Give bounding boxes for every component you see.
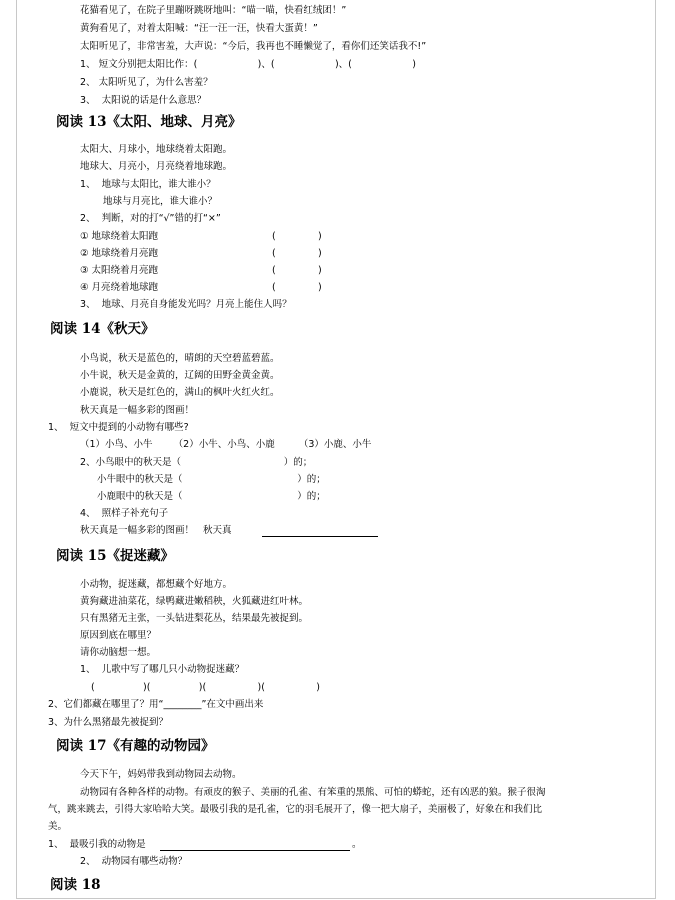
passage-line: 只有黑猪无主张，一头钻进梨花丛，结果最先被捉到。 <box>80 613 309 624</box>
judge-item: ③ 太阳绕着月亮跑 <box>80 265 159 276</box>
section-heading: 阅读 18 <box>50 877 101 893</box>
question: 1、 地球与太阳比，谁大谁小？ <box>80 179 216 190</box>
question: 3、 地球、月亮自身能发光吗？月亮上能住人吗？ <box>80 299 292 310</box>
section-heading: 阅读 17《有趣的动物园》 <box>56 738 215 754</box>
passage-line: 小鹿说，秋天是红色的，满山的枫叶火红火红。 <box>80 387 280 398</box>
question: 2、小鸟眼中的秋天是（ ）的； <box>80 457 313 468</box>
answer-parens: ( )( )( )( ) <box>91 682 320 693</box>
passage-line: 太阳大、月球小，地球绕着太阳跑。 <box>80 144 233 155</box>
passage-line: 地球大、月亮小，月亮绕着地球跑。 <box>80 161 233 172</box>
question: 3、为什么黑猪最先被捉到？ <box>48 717 169 728</box>
passage-line: 黄狗藏进油菜花，绿鸭藏进嫩稻秧，火狐藏进红叶林。 <box>80 596 309 607</box>
question-end: 。 <box>352 839 362 850</box>
section-heading: 阅读 14《秋天》 <box>50 321 155 337</box>
answer-blank <box>160 840 350 851</box>
question: 1、 最吸引我的动物是 <box>48 839 146 850</box>
question: 小鹿眼中的秋天是（ ）的； <box>97 491 326 502</box>
answer-options: （1）小鸟、小牛 （2）小牛、小鸟、小鹿 （3）小鹿、小牛 <box>80 439 372 450</box>
question: 2、 太阳听见了，为什么害羞？ <box>80 77 213 88</box>
question: 1、 儿歌中写了哪几只小动物捉迷藏？ <box>80 664 245 675</box>
answer-blank <box>262 526 378 537</box>
answer-paren: ( ) <box>272 265 322 276</box>
story-line: 太阳听见了，非常害羞，大声说：“今后，我再也不睡懒觉了，看你们还笑话我不!” <box>80 41 427 52</box>
question: 地球与月亮比，谁大谁小？ <box>103 196 218 207</box>
passage-line: 秋天真是一幅多彩的图画！ <box>80 405 195 416</box>
passage-line: 气，跳来跳去，引得大家哈哈大笑。最吸引我的是孔雀，它的羽毛展开了，像一把大扇子，美丽极了，好象在和我们比 <box>48 804 543 815</box>
passage-line: 小鸟说，秋天是蓝色的，晴朗的天空碧蓝碧蓝。 <box>80 353 280 364</box>
question: 3、 太阳说的话是什么意思？ <box>80 95 207 106</box>
answer-paren: ( ) <box>272 282 322 293</box>
judge-item: ② 地球绕着月亮跑 <box>80 248 159 259</box>
question: 2、它们都藏在哪里了？用“________”在文中画出来 <box>48 699 264 710</box>
question: 秋天真是一幅多彩的图画！ 秋天真 <box>80 525 232 536</box>
section-heading: 阅读 13《太阳、地球、月亮》 <box>56 114 242 130</box>
passage-line: 动物园有各种各样的动物。有顽皮的猴子、美丽的孔雀、有笨重的黑熊、可怕的蟒蛇，还有凶恶的狼。猴子很淘 <box>80 787 546 798</box>
story-line: 花猫看见了，在院子里蹦呀跳呀地叫：“喵一喵，快看红绒团！” <box>80 5 347 16</box>
judge-item: ④ 月亮绕着地球跑 <box>80 282 159 293</box>
judge-item: ① 地球绕着太阳跑 <box>80 231 159 242</box>
passage-line: 小牛说，秋天是金黄的，辽阔的田野金黄金黄。 <box>80 370 280 381</box>
answer-paren: ( ) <box>272 231 322 242</box>
passage-line: 小动物，捉迷藏，都想藏个好地方。 <box>80 579 233 590</box>
question: 2、 判断，对的打“√”错的打“×” <box>80 213 221 224</box>
question: 1、 短文中提到的小动物有哪些? <box>48 422 189 433</box>
question: 小牛眼中的秋天是（ ）的； <box>97 474 326 485</box>
question: 1、 短文分别把太阳比作：( )、( )、( ) <box>80 59 416 70</box>
story-line: 黄狗看见了，对着太阳喊：“汪一汪一汪，快看大蛋黄！” <box>80 23 318 34</box>
passage-line: 今天下午，妈妈带我到动物园去动物。 <box>80 769 242 780</box>
passage-line: 请你动脑想一想。 <box>80 647 157 658</box>
section-heading: 阅读 15《捉迷藏》 <box>56 548 174 564</box>
question: 2、 动物园有哪些动物？ <box>80 856 188 867</box>
passage-line: 原因到底在哪里？ <box>80 630 157 641</box>
question: 4、 照样子补充句子 <box>80 508 169 519</box>
passage-line: 美。 <box>48 821 68 832</box>
answer-paren: ( ) <box>272 248 322 259</box>
